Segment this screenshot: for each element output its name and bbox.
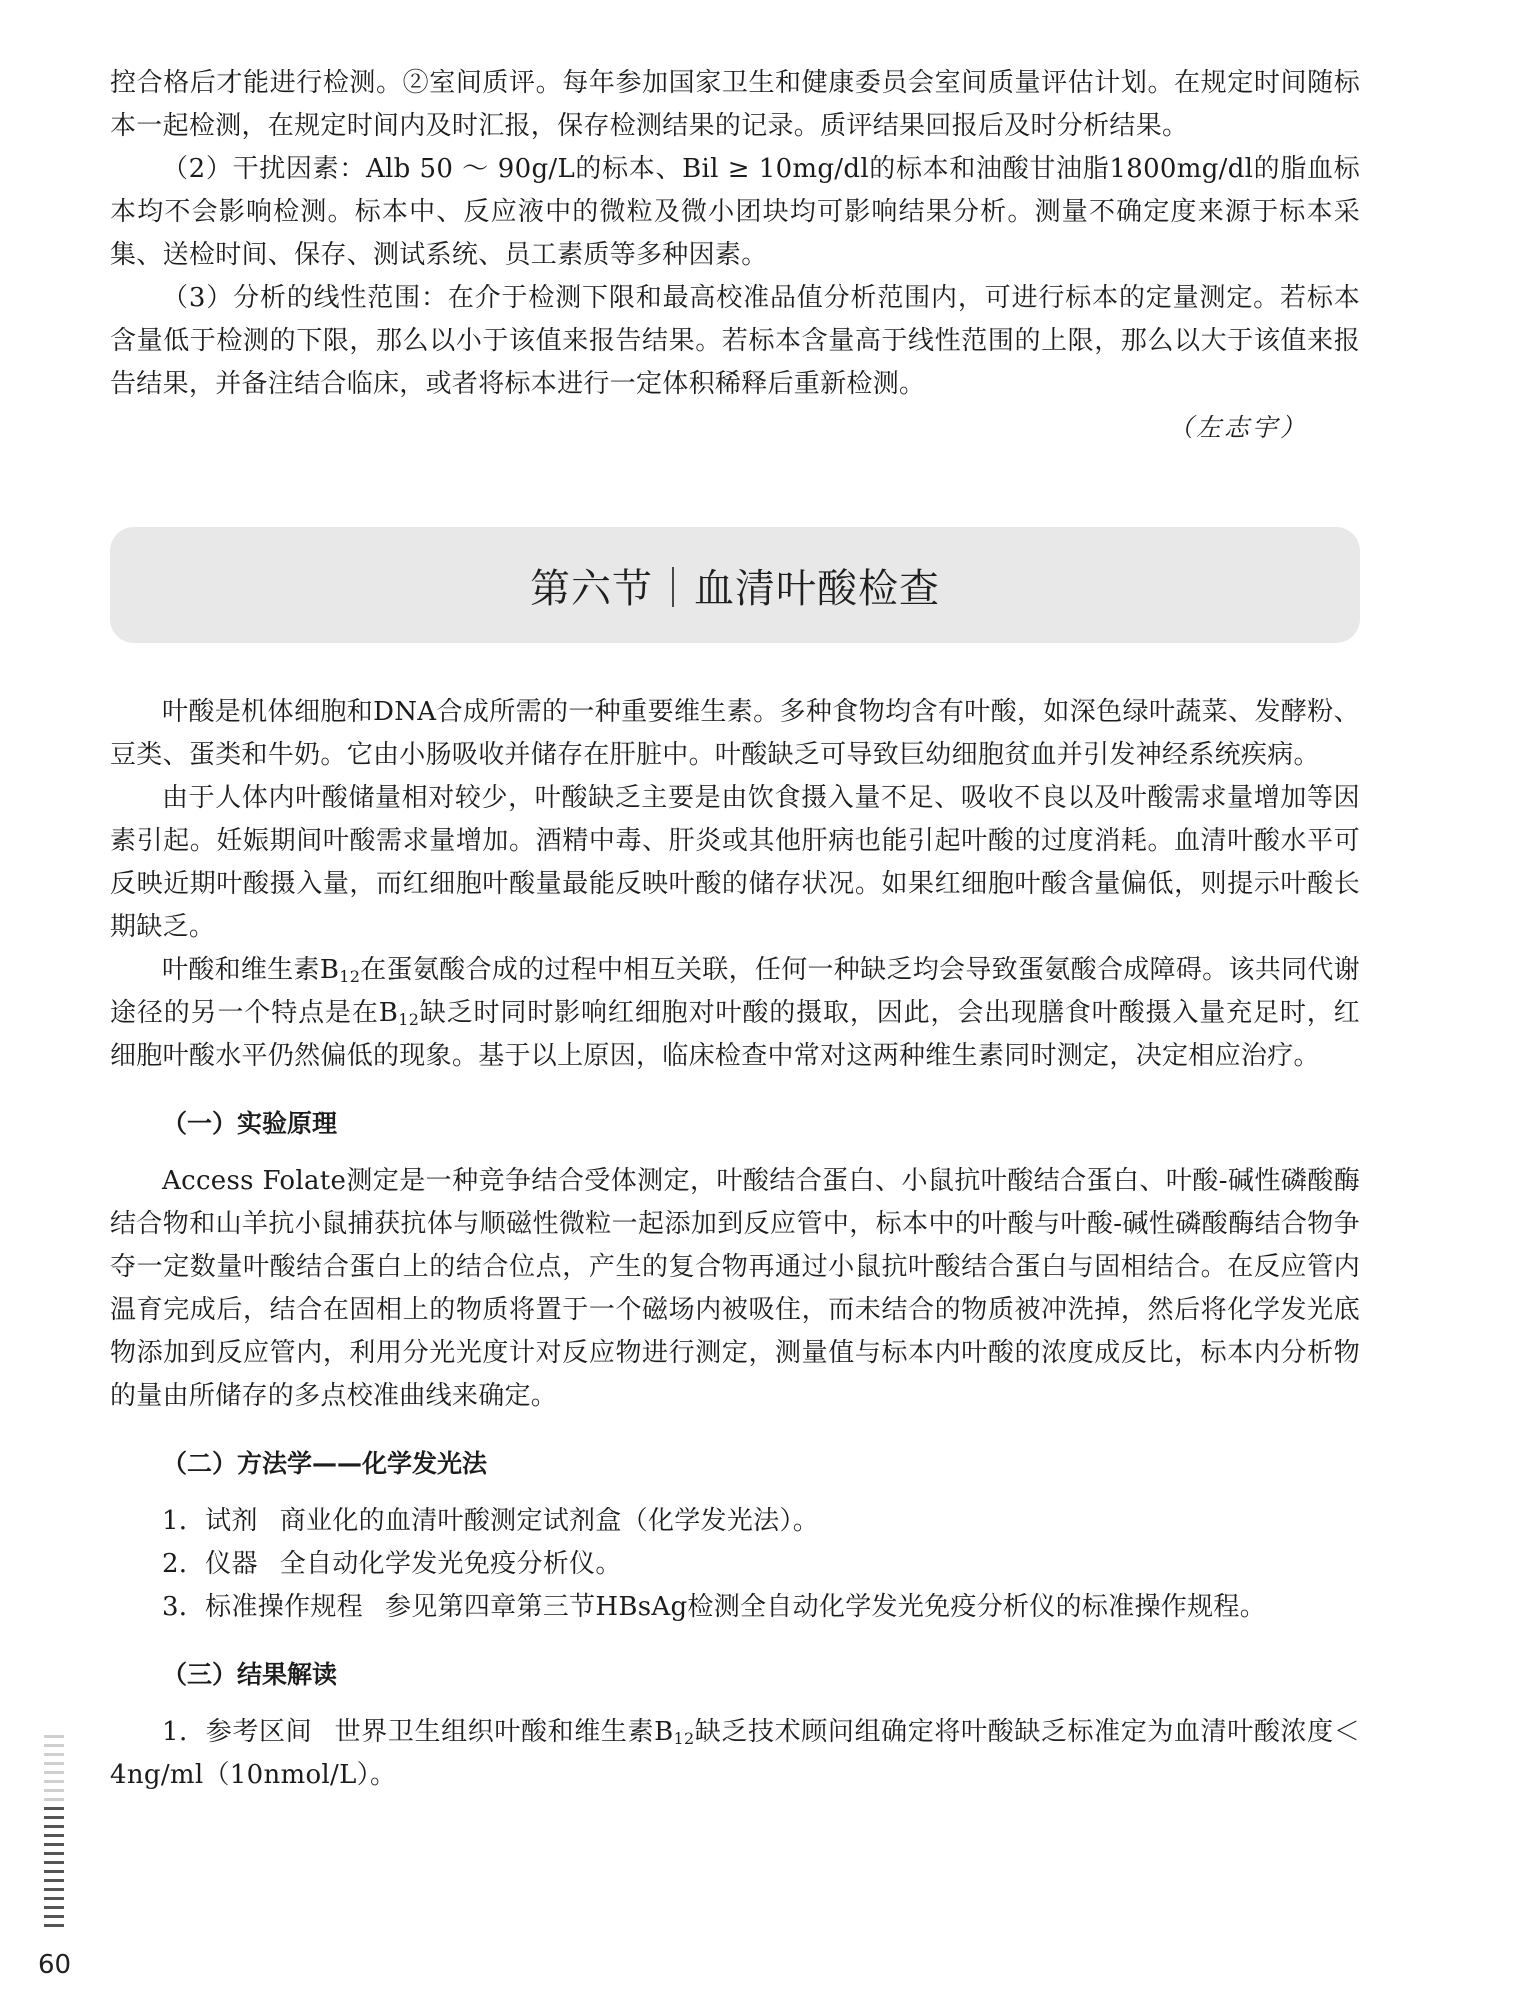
paragraph-quality-control: 控合格后才能进行检测。②室间质评。每年参加国家卫生和健康委员会室间质量评估计划。在规定时间随标本一起检测，在规定时间内及时汇报，保存检测结果的记录。质评结果回报后及时分析结果。 [110,68,1360,141]
paragraph-reference-interval [110,1711,1360,1797]
list-label: 1．试剂 [162,1506,258,1536]
paragraph-linear-range: （3）分析的线性范围：在介于检测下限和最高校准品值分析范围内，可进行标本的定量测定。若标本含量低于检测的下限，那么以小于该值来报告结果。若标本含量高于线性范围的上限，那么以大于该值来报告结果，并备注结合临床，或者将标本进行一定体积稀释后重新检测。 [110,283,1360,399]
list-item-reagent [110,1500,1360,1543]
heading-principle: （一）实验原理 [162,1109,338,1138]
b12-text-2: 在蛋氨酸合成的过程中相互关联，任何一种缺乏均会导致蛋氨酸合成障碍。该共同代谢途径的另一个特点是在B [110,955,1360,1028]
page-content [110,62,1360,1797]
b12-text-1: 叶酸和维生素B [162,955,340,985]
section-title: 第六节｜血清叶酸检查 [530,565,940,612]
paragraph-folate-deficiency: 由于人体内叶酸储量相对较少，叶酸缺乏主要是由饮食摄入量不足、吸收不良以及叶酸需求量增加等因素引起。妊娠期间叶酸需求量增加。酒精中毒、肝炎或其他肝病也能引起叶酸的过度消耗。血清叶酸水平可反映近期叶酸摄入量，而红细胞叶酸量最能反映叶酸的储存状况。如果红细胞叶酸含量偏低，则提示叶酸长期缺乏。 [110,783,1360,942]
reference-text-2: 缺乏技术顾问组确定将叶酸缺乏标准定为血清叶酸浓度＜4ng/ml（10nmol/L）。 [110,1717,1360,1790]
reference-subscript: 12 [673,1729,695,1748]
page-number: 60 [38,1950,72,1980]
list-item-instrument [110,1543,1360,1586]
section-banner [110,527,1360,643]
page-edge-marks [44,1735,64,1933]
b12-subscript-2: 12 [398,1010,420,1029]
list-label: 3．标准操作规程 [162,1592,363,1622]
b12-subscript-1: 12 [339,967,361,986]
b12-text-3: 缺乏时同时影响红细胞对叶酸的摄取，因此，会出现膳食叶酸摄入量充足时，红细胞叶酸水平仍然偏低的现象。基于以上原因，临床检查中常对这两种维生素同时测定，决定相应治疗。 [110,998,1360,1071]
paragraph-interference: （2）干扰因素：Alb 50 ～ 90g/L的标本、Bil ≥ 10mg/dl的标本和油酸甘油脂1800mg/dl的脂血标本均不会影响检测。标本中、反应液中的微粒及微小团块均可影响结果分析。测量不确定度来源于标本采集、送检时间、保存、测试系统、员工素质等多种因素。 [110,154,1360,270]
list-text: 全自动化学发光免疫分析仪。 [279,1549,622,1579]
reference-text-1: 世界卫生组织叶酸和维生素B [334,1717,674,1747]
list-item-sop [110,1586,1360,1629]
paragraph-folate-intro: 叶酸是机体细胞和DNA合成所需的一种重要维生素。多种食物均含有叶酸，如深色绿叶蔬菜、发酵粉、豆类、蛋类和牛奶。它由小肠吸收并储存在肝脏中。叶酸缺乏可导致巨幼细胞贫血并引发神经系统疾病。 [110,697,1360,770]
reference-label: 1．参考区间 [162,1717,313,1747]
list-text: 商业化的血清叶酸测定试剂盒（化学发光法）。 [279,1506,820,1536]
paragraph-principle: Access Folate测定是一种竞争结合受体测定，叶酸结合蛋白、小鼠抗叶酸结合蛋白、叶酸-碱性磷酸酶结合物和山羊抗小鼠捕获抗体与顺磁性微粒一起添加到反应管中，标本中的叶酸与叶酸-碱性磷酸酶结合物争夺一定数量叶酸结合蛋白上的结合位点，产生的复合物再通过小鼠抗叶酸结合蛋白与固相结合。在反应管内温育完成后，结合在固相上的物质将置于一个磁场内被吸住，而未结合的物质被冲洗掉，然后将化学发光底物添加到反应管内，利用分光光度计对反应物进行测定，测量值与标本内叶酸的浓度成反比，标本内分析物的量由所储存的多点校准曲线来确定。 [110,1166,1360,1411]
paragraph-folate-b12 [110,949,1360,1078]
heading-methodology: （二）方法学——化学发光法 [162,1449,488,1478]
author-credit: （左志宇） [1167,413,1308,442]
list-text: 参见第四章第三节HBsAg检测全自动化学发光免疫分析仪的标准操作规程。 [384,1592,1266,1622]
list-label: 2．仪器 [162,1549,258,1579]
intro-section [110,691,1360,1078]
heading-results: （三）结果解读 [162,1660,338,1689]
